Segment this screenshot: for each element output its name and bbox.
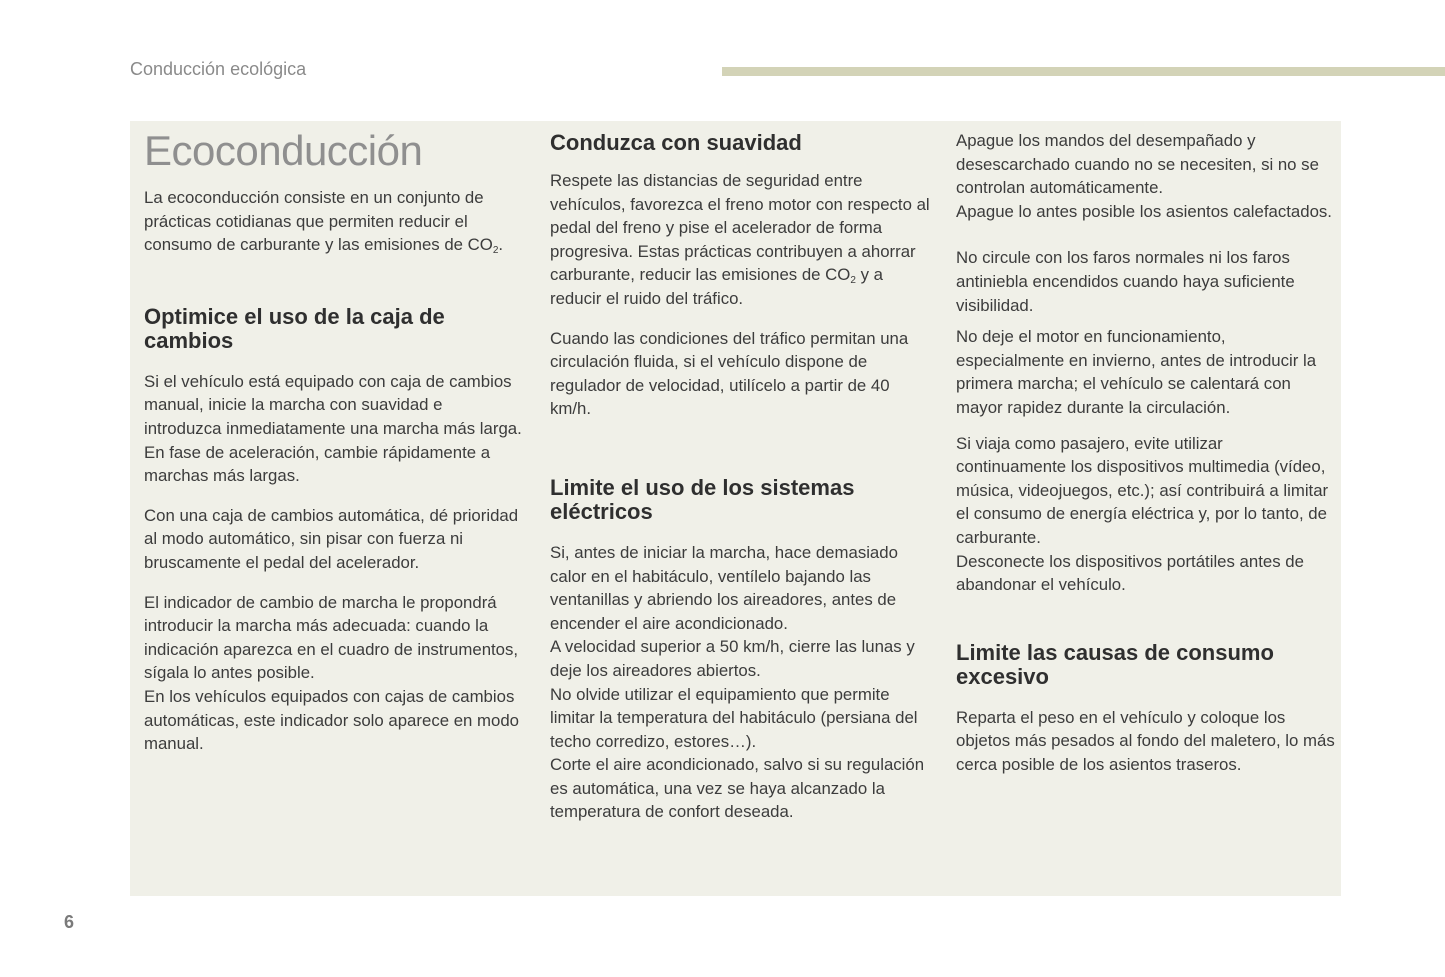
electric-paragraph-2: A velocidad superior a 50 km/h, cierre las lunas y deje los aireadores abiertos. [550, 637, 915, 680]
co2-subscript: 2 [492, 245, 499, 257]
gearbox-paragraph-2: Con una caja de cambios automática, dé prioridad al modo automático, sin pisar con fuerza ni bruscamente el pedal del acelerador. [144, 505, 519, 572]
gearbox-paragraph-3b: En los vehículos equipados con cajas de cambios automáticas, este indicador solo aparece en modo manual. [144, 686, 520, 754]
section-title: Conducción ecológica [130, 59, 307, 79]
header-divider-bar [722, 67, 1445, 76]
gearbox-paragraph-1: Si el vehículo está equipado con caja de cambios manual, inicie la marcha con suavidad e introduzca inmediatamente una marcha más larga. En fase de aceleración, cambie rápidamente a marchas más largas. [144, 371, 522, 486]
column-right [956, 121, 1336, 776]
electric-paragraph-1: Si, antes de iniciar la marcha, hace demasiado calor en el habitáculo, ventílelo bajando las ventanillas y abriendo los aireadores, antes de encender el aire acondicionado. [550, 542, 898, 633]
excess-paragraph-1: Reparta el peso en el vehículo y coloque los objetos más pesados al fondo del maletero, lo más cerca posible de los asientos traseros. [956, 707, 1335, 774]
co2-subscript: 2 [850, 275, 856, 287]
page-title: Ecoconducción [144, 127, 423, 174]
intro-end: . [498, 235, 504, 255]
content-panel [130, 121, 1341, 896]
heated-seats-paragraph: Apague lo antes posible los asientos calefactados. [956, 201, 1332, 221]
page-number: 6 [64, 912, 75, 932]
intro-paragraph [144, 186, 524, 257]
smooth-text-end: y a reducir el ruido del tráfico. [550, 265, 883, 308]
headlights-paragraph: No circule con los faros normales ni los faros antiniebla encendidos cuando haya suficiente visibilidad. [956, 248, 1295, 315]
intro-text: La ecoconducción consiste en un conjunto de prácticas cotidianas que permiten reducir el consumo de carburante y las emisiones de CO [144, 188, 493, 255]
smooth-driving-heading: Conduzca con suavidad [550, 130, 802, 155]
electric-paragraph-3: No olvide utilizar el equipamiento que permite limitar la temperatura del habitáculo (persiana del techo corredizo, estores…). [550, 684, 918, 751]
smooth-text: Respete las distancias de seguridad entre vehículos, favorezca el freno motor con respecto al pedal del freno y pise el acelerador de forma progresiva. Estas prácticas contribuyen a ahorrar carburante, reducir las emisiones de CO [550, 171, 930, 285]
excess-consumption-heading: Limite las causas de consumo excesivo [956, 639, 1274, 689]
column-left [144, 121, 524, 756]
column-middle [550, 121, 930, 824]
electric-paragraph-4: Corte el aire acondicionado, salvo si su regulación es automática, una vez se haya alcanzado la temperatura de confort deseada. [550, 755, 925, 822]
disconnect-devices-paragraph: Desconecte los dispositivos portátiles antes de abandonar el vehículo. [956, 551, 1304, 595]
smooth-paragraph-1 [550, 169, 930, 311]
electric-systems-heading: Limite el uso de los sistemas eléctricos [550, 474, 855, 524]
engine-idle-paragraph: No deje el motor en funcionamiento, especialmente en invierno, antes de introducir la primera marcha; el vehículo se calentará con mayor rapidez durante la circulación. [956, 327, 1317, 417]
defrost-paragraph: Apague los mandos del desempañado y desescarchado cuando no se necesiten, si no se controlan automáticamente. [956, 131, 1319, 198]
multimedia-paragraph: Si viaja como pasajero, evite utilizar continuamente los dispositivos multimedia (vídeo, música, videojuegos, etc.); así contribuirá a limitar el consumo de energía eléctrica y, por lo tanto, de carburante. [956, 433, 1329, 547]
smooth-paragraph-2: Cuando las condiciones del tráfico permitan una circulación fluida, si el vehículo dispone de regulador de velocidad, utilícelo a partir de 40 km/h. [550, 328, 909, 419]
gearbox-heading: Optimice el uso de la caja de cambios [144, 303, 445, 353]
gearbox-paragraph-3a: El indicador de cambio de marcha le propondrá introducir la marcha más adecuada: cuando la indicación aparezca en el cuadro de instrumentos, sígala lo antes posible. [144, 592, 519, 683]
